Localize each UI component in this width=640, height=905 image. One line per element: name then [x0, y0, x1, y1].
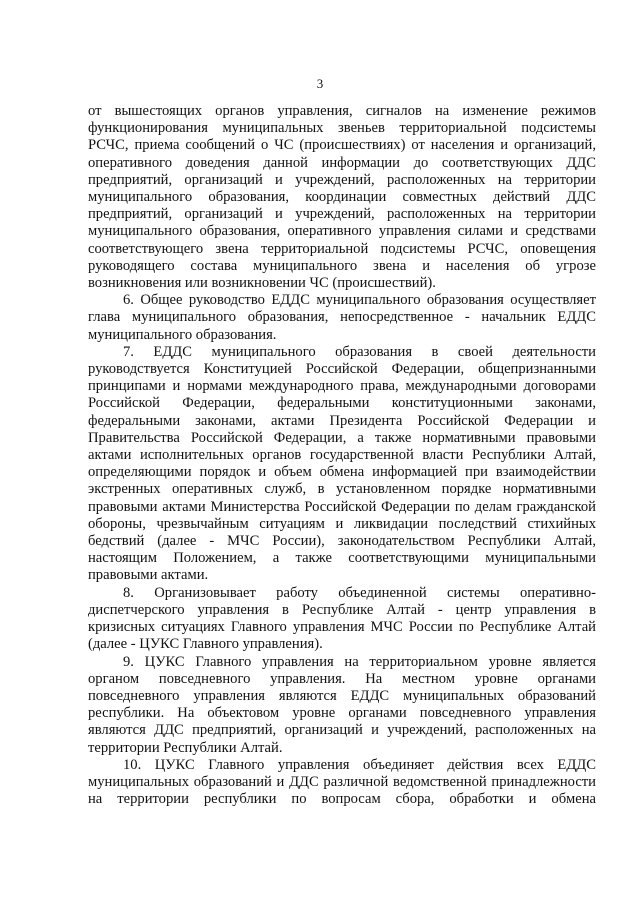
paragraph-line: муниципального образования, координации совместных действий ДДС	[88, 189, 596, 206]
paragraph-line: принципами и нормами международного права, международными договорами	[88, 378, 596, 395]
paragraph-line: республики. На объектовом уровне органами повседневного управления	[88, 705, 596, 722]
paragraph-line: федеральными законами, актами Президента Российской Федерации и	[88, 412, 596, 429]
paragraph-line: (далее - ЦУКС Главного управления).	[88, 636, 323, 653]
paragraph-line: предприятий, организаций и учреждений, расположенных на территории	[88, 206, 596, 223]
paragraph-line: от вышестоящих органов управления, сигналов на изменение режимов	[88, 103, 596, 119]
paragraph-line: Правительства Российской Федерации, а также нормативными правовыми	[88, 429, 596, 446]
paragraph-line: муниципального образования.	[88, 326, 277, 343]
paragraph-line: 6. Общее руководство ЕДДС муниципального образования осуществляет	[123, 292, 596, 309]
paragraph-line: предприятий, организаций и учреждений, расположенных на территории	[88, 171, 596, 188]
paragraph-line: являются ДДС предприятий, организаций и учреждений, расположенных на	[88, 722, 596, 739]
paragraph-line: соответствующего звена территориальной подсистемы РСЧС, оповещения	[88, 240, 596, 257]
paragraph-line: кризисных ситуациях Главного управления МЧС России по Республике Алтай	[88, 619, 596, 636]
paragraph-line: повседневного управления являются ЕДДС муниципальных образований	[88, 687, 596, 704]
paragraph-line: муниципального образования, оперативного управления силами и средствами	[88, 223, 596, 240]
paragraph-line: 7. ЕДДС муниципального образования в своей деятельности	[123, 343, 596, 360]
paragraph-line: бедствий (далее - МЧС России), законодательством Республики Алтай,	[88, 533, 596, 550]
paragraph-line: 10. ЦУКС Главного управления объединяет действия всех ЕДДС	[123, 756, 596, 773]
document-body	[88, 103, 596, 808]
paragraph-line: функционирования муниципальных звеньев территориальной подсистемы	[88, 120, 596, 137]
paragraph-line: 8. Организовывает работу объединенной системы оперативно-	[123, 584, 596, 601]
paragraph-line: РСЧС, приема сообщений о ЧС (происшествиях) от населения и организаций,	[88, 137, 596, 154]
paragraph-line: на территории республики по вопросам сбора, обработки и обмена	[88, 791, 596, 808]
paragraph-line: актами исполнительных органов государственной власти Республики Алтай,	[88, 447, 596, 464]
paragraph-line: оперативного доведения данной информации до соответствующих ДДС	[88, 154, 596, 171]
paragraph-line: органом повседневного управления. На местном уровне органами	[88, 670, 596, 687]
paragraph-line: 9. ЦУКС Главного управления на территориальном уровне является	[123, 653, 596, 670]
paragraph-line: правовыми актами Министерства Российской Федерации по делам гражданской	[88, 498, 596, 515]
page-number: 3	[316, 76, 324, 91]
paragraph-line: муниципальных образований и ДДС различной ведомственной принадлежности	[88, 773, 596, 790]
paragraph-line: обороны, чрезвычайным ситуациям и ликвидации последствий стихийных	[88, 515, 596, 532]
paragraph-line: определяющими порядок и объем обмена информацией при взаимодействии	[88, 464, 596, 481]
paragraph-line: Российской Федерации, федеральными конституционными законами,	[88, 395, 596, 412]
paragraph-line: руководящего состава муниципального звена и населения об угрозе	[88, 257, 596, 274]
paragraph-line: возникновения или возникновении ЧС (происшествий).	[88, 275, 436, 292]
paragraph-line: правовыми актами.	[88, 567, 209, 584]
paragraph-line: руководствуется Конституцией Российской Федерации, общепризнанными	[88, 361, 596, 378]
paragraph-line: диспетчерского управления в Республике Алтай - центр управления в	[88, 601, 596, 618]
paragraph-line: глава муниципального образования, непосредственное - начальник ЕДДС	[88, 309, 596, 326]
paragraph-line: экстренных оперативных служб, в установленном порядке нормативными	[88, 481, 596, 498]
paragraph-line: настоящим Положением, а также соответствующими муниципальными	[88, 550, 596, 567]
paragraph-line: территории Республики Алтай.	[88, 739, 283, 756]
